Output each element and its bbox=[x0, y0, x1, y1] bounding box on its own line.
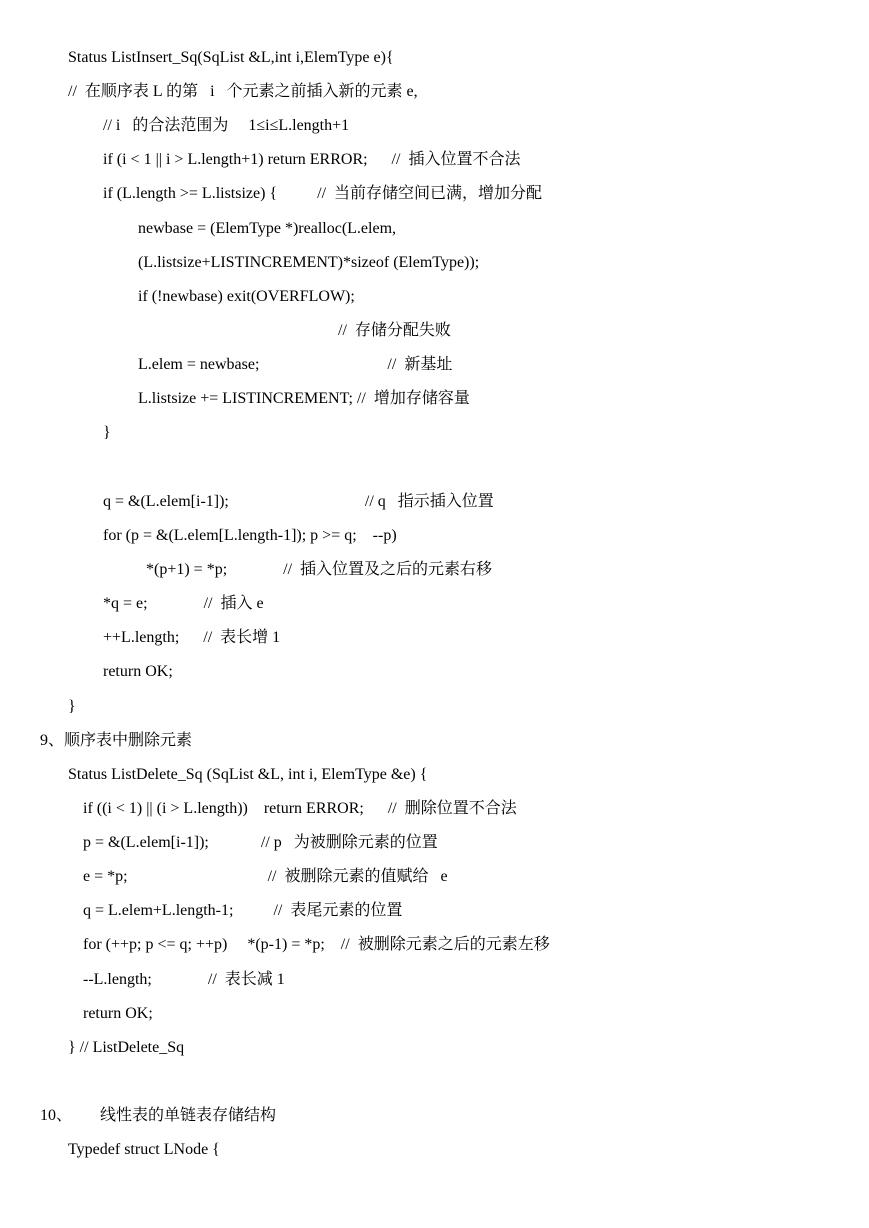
section-heading: 10、 线性表的单链表存储结构 bbox=[40, 1107, 277, 1124]
code-line: q = &(L.elem[i-1]); // q 指示插入位置 bbox=[103, 493, 494, 510]
code-line: if (i < 1 || i > L.length+1) return ERROR; // 插入位置不合法 bbox=[103, 151, 521, 168]
code-line: e = *p; // 被删除元素的值赋给 e bbox=[83, 868, 448, 885]
code-line: if (!newbase) exit(OVERFLOW); bbox=[138, 288, 355, 305]
code-line: for (++p; p <= q; ++p) *(p-1) = *p; // 被删除元素之后的元素左移 bbox=[83, 936, 550, 953]
code-comment: // 在顺序表 L 的第 i 个元素之前插入新的元素 e, bbox=[68, 83, 418, 100]
code-line: p = &(L.elem[i-1]); // p 为被删除元素的位置 bbox=[83, 834, 438, 851]
code-line: *q = e; // 插入 e bbox=[103, 595, 264, 612]
code-line: if ((i < 1) || (i > L.length)) return ERROR; // 删除位置不合法 bbox=[83, 800, 517, 817]
code-line: Typedef struct LNode { bbox=[68, 1141, 220, 1158]
code-line: return OK; bbox=[83, 1005, 153, 1022]
section-heading: 9、顺序表中删除元素 bbox=[40, 732, 193, 749]
code-line: (L.listsize+LISTINCREMENT)*sizeof (ElemType)); bbox=[138, 254, 480, 271]
code-line: *(p+1) = *p; // 插入位置及之后的元素右移 bbox=[146, 561, 493, 578]
code-line: } bbox=[68, 698, 76, 715]
code-line: for (p = &(L.elem[L.length-1]); p >= q; --p) bbox=[103, 527, 397, 544]
code-line: } // ListDelete_Sq bbox=[68, 1039, 185, 1056]
code-line: Status ListInsert_Sq(SqList &L,int i,ElemType e){ bbox=[68, 49, 394, 66]
code-line: q = L.elem+L.length-1; // 表尾元素的位置 bbox=[83, 902, 403, 919]
code-comment: // i 的合法范围为 1≤i≤L.length+1 bbox=[103, 117, 350, 134]
code-line: L.elem = newbase; // 新基址 bbox=[138, 356, 453, 373]
code-line: newbase = (ElemType *)realloc(L.elem, bbox=[138, 220, 397, 237]
code-line: --L.length; // 表长减 1 bbox=[83, 971, 285, 988]
code-comment: // 存储分配失败 bbox=[338, 322, 451, 339]
code-line: return OK; bbox=[103, 663, 173, 680]
code-line: Status ListDelete_Sq (SqList &L, int i, ElemType &e) { bbox=[68, 766, 428, 783]
code-line: if (L.length >= L.listsize) { // 当前存储空间已满，增加分配 bbox=[103, 185, 543, 202]
code-line: ++L.length; // 表长增 1 bbox=[103, 629, 281, 646]
code-line: L.listsize += LISTINCREMENT; // 增加存储容量 bbox=[138, 390, 470, 407]
code-line: } bbox=[103, 424, 111, 441]
